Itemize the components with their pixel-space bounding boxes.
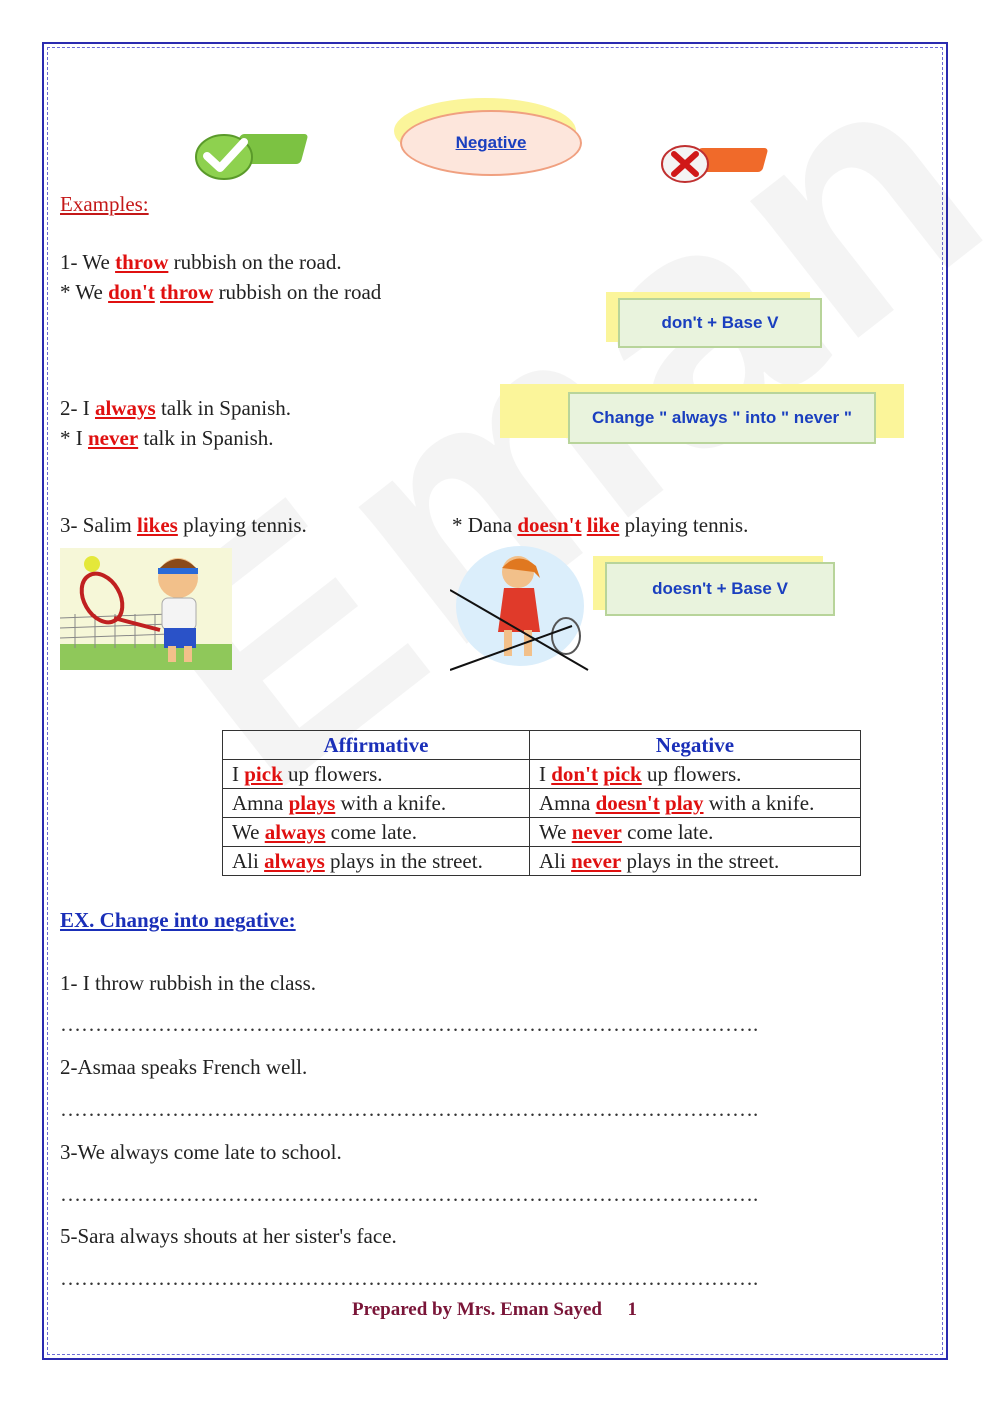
table-row <box>223 789 861 818</box>
negative-cell: Ali never plays in the street. <box>530 847 861 876</box>
examples-label: Examples: <box>60 192 149 216</box>
affirmative-negative-table <box>222 730 861 876</box>
footer <box>352 1299 637 1321</box>
boy-tennis-illustration <box>60 548 232 670</box>
answer-line-3[interactable]: ………………………………………………………………………………………. <box>60 1182 759 1206</box>
example-3-affirmative: 3- Salim likes playing tennis. <box>60 513 307 537</box>
negative-cell: Amna doesn't play with a knife. <box>530 789 861 818</box>
footer-author: Prepared by Mrs. Eman Sayed <box>352 1299 602 1320</box>
column-header-negative: Negative <box>530 731 861 760</box>
table-row <box>223 818 861 847</box>
affirmative-cell: I pick up flowers. <box>223 760 530 789</box>
page-number: 1 <box>627 1299 637 1320</box>
exercise-item-1: 1- I throw rubbish in the class. <box>60 971 317 995</box>
answer-line-2[interactable]: ………………………………………………………………………………………. <box>60 1097 759 1121</box>
exercise-item-2: 2-Asmaa speaks French well. <box>60 1055 308 1079</box>
girl-tennis-illustration <box>450 542 590 672</box>
answer-line-4[interactable]: ………………………………………………………………………………………. <box>60 1266 759 1290</box>
rule-note-dont: don't + Base V <box>618 298 822 348</box>
negative-cell: We never come late. <box>530 818 861 847</box>
page-title: Negative <box>455 133 527 152</box>
example-2-affirmative: 2- I always talk in Spanish. <box>60 396 292 420</box>
affirmative-cell: Ali always plays in the street. <box>223 847 530 876</box>
answer-line-1[interactable]: ………………………………………………………………………………………. <box>60 1012 759 1036</box>
title-badge <box>400 110 582 176</box>
exercise-heading: EX. Change into negative: <box>60 908 296 932</box>
table-row <box>223 847 861 876</box>
cross-icon <box>660 142 775 184</box>
rule-note-always-never: Change " always " into " never " <box>568 392 876 444</box>
negative-cell: I don't pick up flowers. <box>530 760 861 789</box>
affirmative-cell: We always come late. <box>223 818 530 847</box>
check-icon <box>194 128 316 182</box>
exercise-item-3: 3-We always come late to school. <box>60 1140 342 1164</box>
example-1-affirmative: 1- We throw rubbish on the road. <box>60 250 342 274</box>
column-header-affirmative: Affirmative <box>223 731 530 760</box>
table-header-row <box>223 731 861 760</box>
rule-note-doesnt: doesn't + Base V <box>605 562 835 616</box>
example-1-negative: * We don't throw rubbish on the road <box>60 280 382 304</box>
table-row <box>223 760 861 789</box>
example-3-negative: * Dana doesn't like playing tennis. <box>452 513 749 537</box>
example-2-negative: * I never talk in Spanish. <box>60 426 274 450</box>
exercise-item-4: 5-Sara always shouts at her sister's face. <box>60 1224 397 1248</box>
affirmative-cell: Amna plays with a knife. <box>223 789 530 818</box>
